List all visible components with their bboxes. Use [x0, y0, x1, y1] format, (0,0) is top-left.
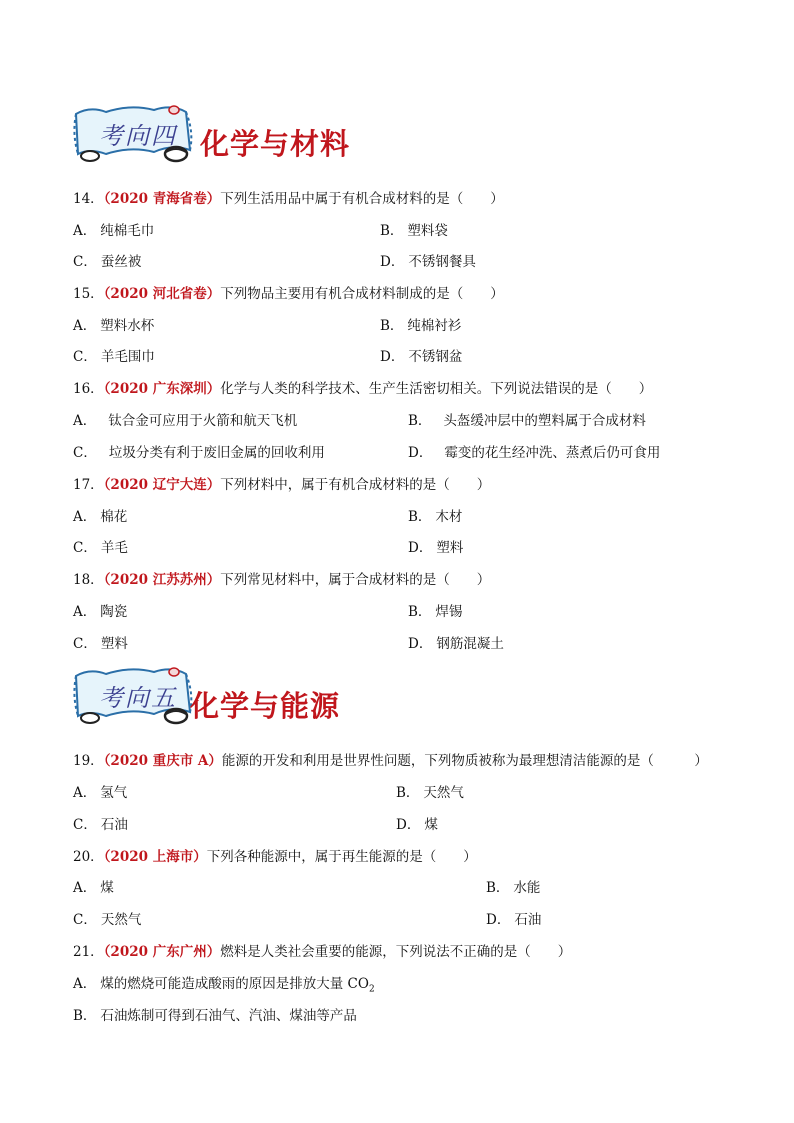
question-source: （2020 重庆市 A）: [103, 753, 222, 769]
option-a: A． 氢气: [73, 785, 128, 801]
option-c: C． 垃圾分类有利于废旧金属的回收利用: [73, 445, 325, 461]
question-number: 19．: [73, 753, 104, 769]
question-text: 燃料是人类社会重要的能源，下列说法不正确的是（ ）: [220, 944, 572, 960]
question-text: 下列常见材料中，属于合成材料的是（ ）: [220, 572, 491, 588]
section-banner-energy: [70, 666, 530, 732]
option-c: C． 石油: [73, 817, 128, 833]
option-a: A． 陶瓷: [73, 604, 128, 620]
option-a: A． 煤: [73, 880, 114, 896]
option-d: D． 不锈钢餐具: [380, 254, 476, 270]
option-c: C． 塑料: [73, 636, 128, 652]
option-b: B． 纯棉衬衫: [380, 318, 462, 334]
option-c: C． 天然气: [73, 912, 142, 928]
badge-label: 考向四: [99, 122, 177, 150]
question-source: （2020 河北省卷）: [103, 286, 221, 302]
option-b: B． 焊锡: [408, 604, 463, 620]
question-number: 20．: [73, 849, 104, 865]
option-a: A． 塑料水杯: [73, 318, 155, 334]
question-stem: [73, 940, 571, 960]
option-b: B． 石油炼制可得到石油气、汽油、煤油等产品: [73, 1008, 357, 1024]
question-number: 18．: [73, 572, 104, 588]
question-number: 16．: [73, 381, 104, 397]
question-stem: [73, 377, 652, 397]
option-c: C． 羊毛围巾: [73, 349, 155, 365]
option-a: A． 钛合金可应用于火箭和航天飞机: [73, 413, 298, 429]
question-number: 14．: [73, 191, 104, 207]
option-d: D． 煤: [396, 817, 438, 833]
question-source: （2020 广东深圳）: [103, 381, 221, 397]
option-b: B． 塑料袋: [380, 223, 448, 239]
option-b: B． 水能: [486, 880, 541, 896]
question-text: 下列各种能源中，属于再生能源的是（ ）: [206, 849, 477, 865]
question-text: 能源的开发和利用是世界性问题，下列物质被称为最理想清洁能源的是（ ）: [221, 753, 708, 769]
option-b: B． 头盔缓冲层中的塑料属于合成材料: [408, 413, 646, 429]
question-stem: [73, 187, 504, 207]
option-d: D． 钢筋混凝土: [408, 636, 504, 652]
option-c: C． 羊毛: [73, 540, 128, 556]
section-title: 化学与材料: [200, 127, 351, 161]
section-badge: [70, 104, 202, 170]
option-a: A． 棉花: [73, 509, 128, 525]
question-source: （2020 广东广州）: [103, 944, 221, 960]
option-b: B． 木材: [408, 509, 463, 525]
question-stem: [73, 845, 477, 865]
question-source: （2020 江苏苏州）: [103, 572, 221, 588]
section-badge: [70, 666, 202, 732]
option-a: A． 煤的燃烧可能造成酸雨的原因是排放大量 $CO_2$: [73, 976, 375, 995]
question-text: 下列物品主要用有机合成材料制成的是（ ）: [220, 286, 504, 302]
option-d: D． 石油: [486, 912, 542, 928]
option-d: D． 不锈钢盆: [380, 349, 463, 365]
question-number: 21．: [73, 944, 104, 960]
section-banner-materials: [70, 104, 530, 170]
question-source: （2020 上海市）: [103, 849, 207, 865]
question-text: 下列材料中，属于有机合成材料的是（ ）: [220, 477, 491, 493]
question-source: （2020 辽宁大连）: [103, 477, 221, 493]
option-a: A． 纯棉毛巾: [73, 223, 155, 239]
question-text: 化学与人类的科学技术、生产生活密切相关。下列说法错误的是（ ）: [220, 381, 653, 397]
question-number: 15．: [73, 286, 104, 302]
option-c: C． 蚕丝被: [73, 254, 142, 270]
subscript: 2: [368, 984, 375, 995]
question-number: 17．: [73, 477, 104, 493]
question-source: （2020 青海省卷）: [103, 191, 221, 207]
question-stem: [73, 568, 490, 588]
question-stem: [73, 473, 490, 493]
option-d: D． 霉变的花生经冲洗、蒸煮后仍可食用: [408, 445, 661, 461]
question-stem: [73, 749, 708, 769]
option-b: B． 天然气: [396, 785, 464, 801]
badge-label: 考向五: [99, 684, 177, 712]
section-title: 化学与能源: [190, 689, 341, 723]
question-stem: [73, 282, 504, 302]
option-d: D． 塑料: [408, 540, 464, 556]
question-text: 下列生活用品中属于有机合成材料的是（ ）: [220, 191, 504, 207]
